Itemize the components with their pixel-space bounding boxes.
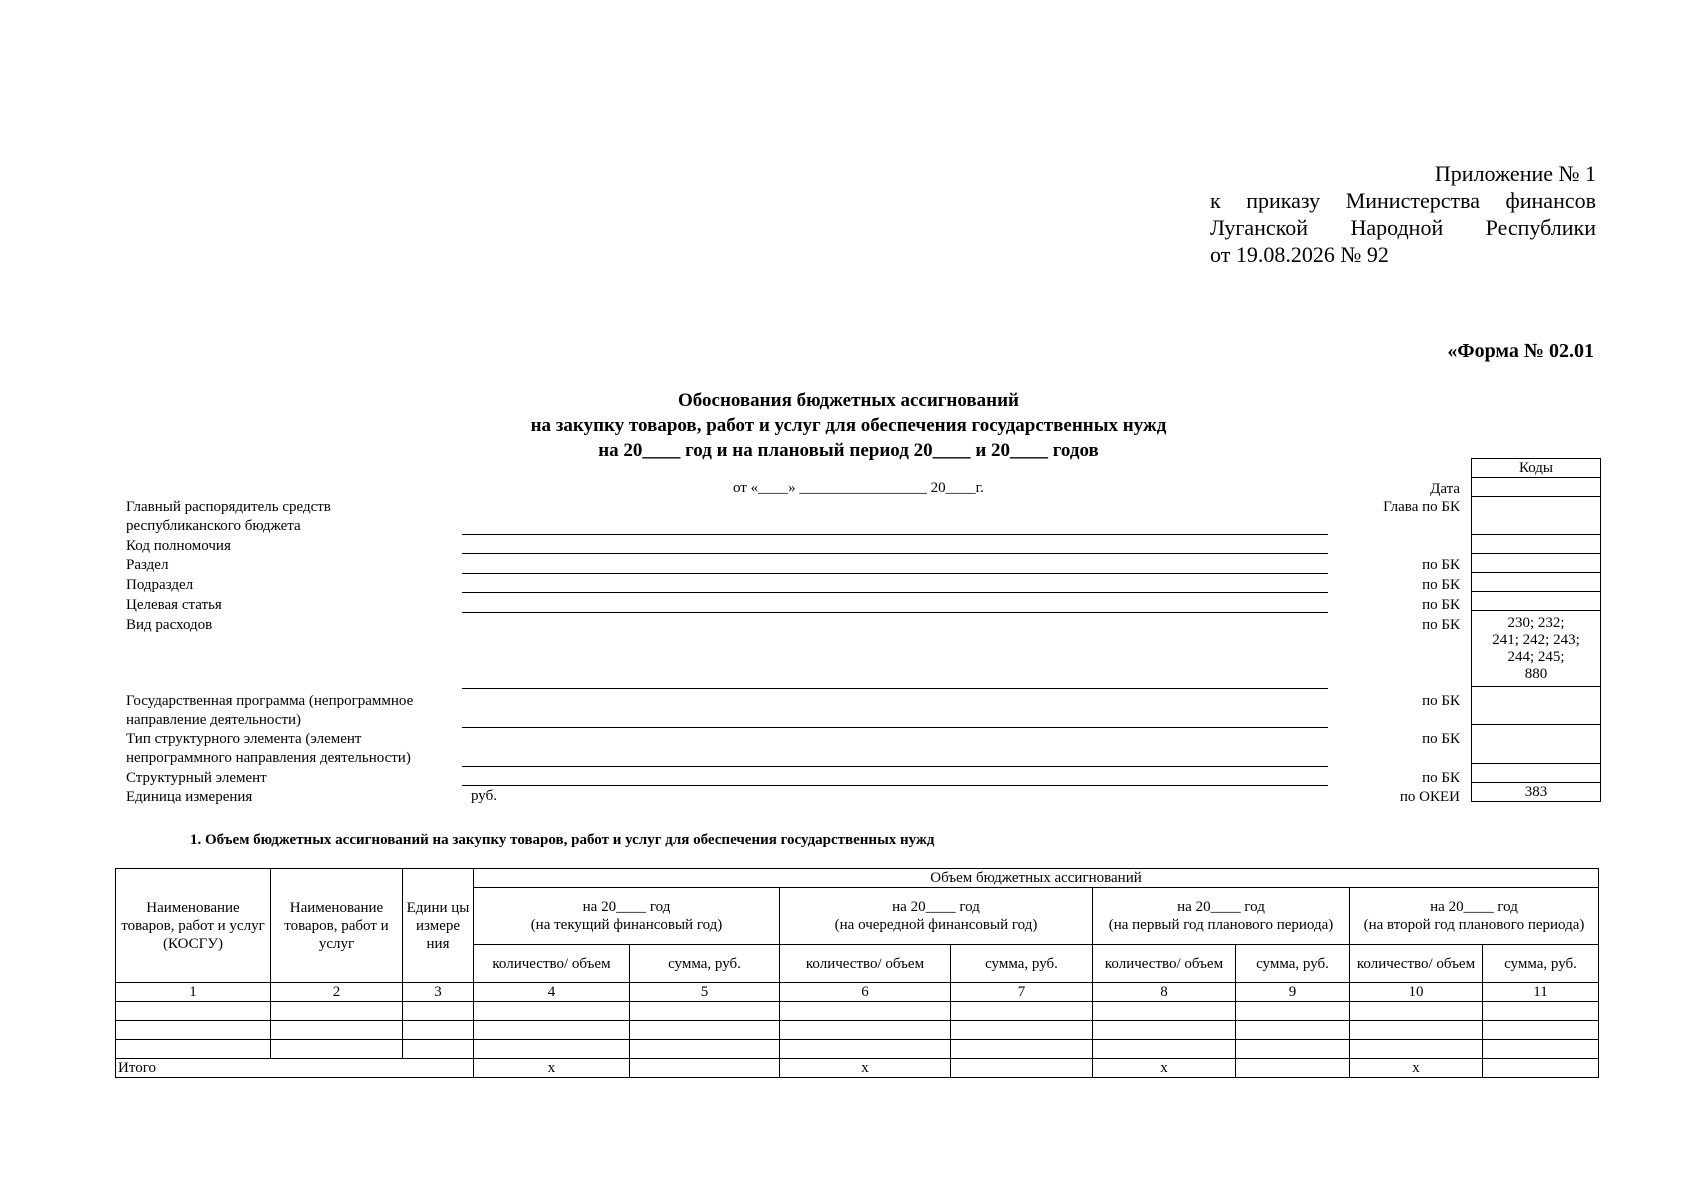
total-x-2: x	[780, 1059, 951, 1078]
code-section[interactable]	[1472, 554, 1601, 573]
header-period-2	[780, 888, 1093, 945]
annex-number: Приложение № 1	[1434, 161, 1596, 186]
title-line-1: Обоснования бюджетных ассигнований	[677, 390, 1019, 411]
col-number: 1	[116, 983, 271, 1002]
code-authority[interactable]	[1472, 535, 1601, 554]
table-cell[interactable]	[1236, 1040, 1350, 1059]
table-cell[interactable]	[271, 1021, 403, 1040]
code-struct-element[interactable]	[1472, 764, 1601, 783]
table-cell[interactable]	[1483, 1021, 1599, 1040]
total-sum-1[interactable]	[630, 1059, 780, 1078]
table-cell[interactable]	[1483, 1002, 1599, 1021]
col-number: 2	[271, 983, 403, 1002]
table-cell[interactable]	[1093, 1040, 1236, 1059]
header-sum-2: сумма, руб.	[951, 945, 1093, 983]
label-main-manager-2: республиканского бюджета	[126, 518, 301, 534]
label-state-program-1: Государственная программа (непрограммное	[126, 693, 414, 709]
section-title: 1. Объем бюджетных ассигнований на закупку товаров, работ и услуг для обеспечения государственных нужд	[190, 832, 935, 848]
period-1-desc: (на текущий финансовый год)	[530, 917, 723, 933]
period-4-year: на 20____ год	[1430, 899, 1518, 915]
table-row	[116, 1040, 1599, 1059]
table-cell[interactable]	[271, 1040, 403, 1059]
header-period-3	[1093, 888, 1350, 945]
table-cell[interactable]	[951, 1002, 1093, 1021]
code-target-item[interactable]	[1472, 592, 1601, 611]
period-2-desc: (на очередной финансовый год)	[834, 917, 1038, 933]
allocations-table	[115, 868, 1599, 1078]
table-row	[116, 1021, 1599, 1040]
label-authority-code: Код полномочия	[126, 538, 231, 554]
col-number: 8	[1093, 983, 1236, 1002]
document-title	[0, 388, 1697, 463]
period-1-year: на 20____ год	[582, 899, 671, 915]
table-cell[interactable]	[403, 1021, 474, 1040]
header-period-4	[1350, 888, 1599, 945]
table-cell[interactable]	[1350, 1021, 1483, 1040]
total-x-1: x	[474, 1059, 630, 1078]
fill-line-subsection	[462, 592, 1328, 593]
fill-line-target-item	[462, 612, 1328, 613]
code-expense-type[interactable]	[1472, 611, 1601, 687]
total-sum-3[interactable]	[1236, 1059, 1350, 1078]
header-sum-1: сумма, руб.	[630, 945, 780, 983]
header-volume: Объем бюджетных ассигнований	[474, 869, 1599, 888]
table-cell[interactable]	[1350, 1002, 1483, 1021]
header-qty-3: количество/ объем	[1093, 945, 1236, 983]
total-sum-4[interactable]	[1483, 1059, 1599, 1078]
table-cell[interactable]	[630, 1021, 780, 1040]
expense-codes-line-4: 880	[1524, 665, 1548, 682]
table-cell[interactable]	[951, 1021, 1093, 1040]
col-number: 3	[403, 983, 474, 1002]
table-cell[interactable]	[951, 1040, 1093, 1059]
table-cell[interactable]	[1236, 1002, 1350, 1021]
header-qty-4: количество/ объем	[1350, 945, 1483, 983]
period-3-desc: (на первый год планового периода)	[1108, 917, 1334, 933]
table-cell[interactable]	[474, 1040, 630, 1059]
fill-line-main-manager	[462, 534, 1328, 535]
fill-line-struct-type	[462, 766, 1328, 767]
header-col1: Наименование товаров, работ и услуг (КОСГУ)	[116, 869, 271, 983]
total-row	[116, 1059, 1599, 1078]
right-label-okei: по ОКЕИ	[1399, 789, 1460, 805]
header-sum-4: сумма, руб.	[1483, 945, 1599, 983]
label-struct-type	[126, 730, 411, 768]
header-period-1	[474, 888, 780, 945]
expense-codes-line-2: 241; 242; 243;	[1492, 631, 1580, 648]
right-label-subsection-bk: по БК	[1422, 577, 1460, 593]
right-label-date: Дата	[1430, 481, 1460, 497]
annex-date: от 19.08.2026 № 92	[1210, 242, 1389, 267]
label-struct-type-1: Тип структурного элемента (элемент	[126, 731, 362, 747]
table-cell[interactable]	[780, 1040, 951, 1059]
header-col3: Едини цы измере ния	[403, 869, 474, 983]
table-cell[interactable]	[474, 1021, 630, 1040]
total-x-3: x	[1093, 1059, 1236, 1078]
fill-line-struct-element	[462, 785, 1328, 786]
expense-codes-line-3: 244; 245;	[1507, 648, 1565, 665]
label-state-program	[126, 692, 413, 730]
label-state-program-2: направление деятельности)	[126, 712, 302, 728]
right-label-struct-element-bk: по БК	[1422, 770, 1460, 786]
annex-order: к приказу Министерства финансов	[1210, 188, 1596, 213]
fill-line-expense-type	[462, 688, 1328, 689]
header-qty-2: количество/ объем	[780, 945, 951, 983]
right-label-section-bk: по БК	[1422, 557, 1460, 573]
header-col2: Наименование товаров, работ и услуг	[271, 869, 403, 983]
table-cell[interactable]	[1093, 1021, 1236, 1040]
total-sum-2[interactable]	[951, 1059, 1093, 1078]
col-number: 9	[1236, 983, 1350, 1002]
annex-block	[1210, 160, 1596, 268]
label-expense-type: Вид расходов	[126, 617, 213, 633]
table-cell[interactable]	[1236, 1021, 1350, 1040]
label-main-manager-1: Главный распорядитель средств	[126, 499, 331, 515]
expense-codes-line-1: 230; 232;	[1507, 614, 1565, 631]
code-state-program[interactable]	[1472, 687, 1601, 725]
period-4-desc: (на второй год планового периода)	[1363, 917, 1585, 933]
label-struct-element: Структурный элемент	[126, 770, 267, 786]
label-subsection: Подраздел	[126, 577, 194, 593]
code-date[interactable]	[1472, 478, 1601, 497]
title-line-2: на закупку товаров, работ и услуг для обеспечения государственных нужд	[530, 415, 1167, 436]
col-number: 10	[1350, 983, 1483, 1002]
header-sum-3: сумма, руб.	[1236, 945, 1350, 983]
fill-line-authority-code	[462, 553, 1328, 554]
column-numbers-row	[116, 983, 1599, 1002]
total-label: Итого	[116, 1059, 474, 1078]
codes-table	[1471, 458, 1601, 802]
right-label-struct-type-bk: по БК	[1422, 731, 1460, 747]
period-3-year: на 20____ год	[1177, 899, 1265, 915]
table-cell[interactable]	[780, 1021, 951, 1040]
fill-line-state-program	[462, 727, 1328, 728]
table-cell[interactable]	[630, 1002, 780, 1021]
code-chapter-bk[interactable]	[1472, 497, 1601, 535]
table-cell[interactable]	[1483, 1040, 1599, 1059]
col-number: 11	[1483, 983, 1599, 1002]
col-number: 4	[474, 983, 630, 1002]
codes-header: Коды	[1472, 459, 1601, 478]
right-label-program-bk: по БК	[1422, 693, 1460, 709]
table-cell[interactable]	[116, 1021, 271, 1040]
table-cell[interactable]	[474, 1002, 630, 1021]
table-cell[interactable]	[271, 1002, 403, 1021]
form-number: «Форма № 02.01	[1447, 340, 1594, 362]
label-unit: Единица измерения	[126, 789, 253, 805]
label-section: Раздел	[126, 557, 169, 573]
table-cell[interactable]	[1093, 1002, 1236, 1021]
code-subsection[interactable]	[1472, 573, 1601, 592]
right-label-chapter-bk: Глава по БК	[1383, 499, 1460, 515]
label-struct-type-2: непрограммного направления деятельности)	[126, 750, 411, 766]
label-main-manager	[126, 498, 331, 536]
col-number: 7	[951, 983, 1093, 1002]
table-cell[interactable]	[116, 1002, 271, 1021]
table-cell[interactable]	[403, 1040, 474, 1059]
col-number: 5	[630, 983, 780, 1002]
table-cell[interactable]	[403, 1002, 474, 1021]
table-cell[interactable]	[780, 1002, 951, 1021]
label-target-item: Целевая статья	[126, 597, 222, 613]
date-line: от «____» _________________ 20____г.	[733, 480, 984, 496]
code-struct-type[interactable]	[1472, 725, 1601, 764]
table-cell[interactable]	[630, 1040, 780, 1059]
table-row	[116, 1002, 1599, 1021]
annex-republic: Луганской Народной Республики	[1210, 215, 1596, 240]
period-2-year: на 20____ год	[892, 899, 980, 915]
col-number: 6	[780, 983, 951, 1002]
title-line-3: на 20____ год и на плановый период 20____ и 20____ годов	[598, 440, 1099, 461]
fill-line-section	[462, 573, 1328, 574]
table-cell[interactable]	[116, 1040, 271, 1059]
table-cell[interactable]	[1350, 1040, 1483, 1059]
right-label-expense-bk: по БК	[1422, 617, 1460, 633]
unit-value: руб.	[471, 788, 497, 804]
total-x-4: x	[1350, 1059, 1483, 1078]
code-okei: 383	[1472, 783, 1601, 802]
header-qty-1: количество/ объем	[474, 945, 630, 983]
right-label-target-bk: по БК	[1422, 597, 1460, 613]
